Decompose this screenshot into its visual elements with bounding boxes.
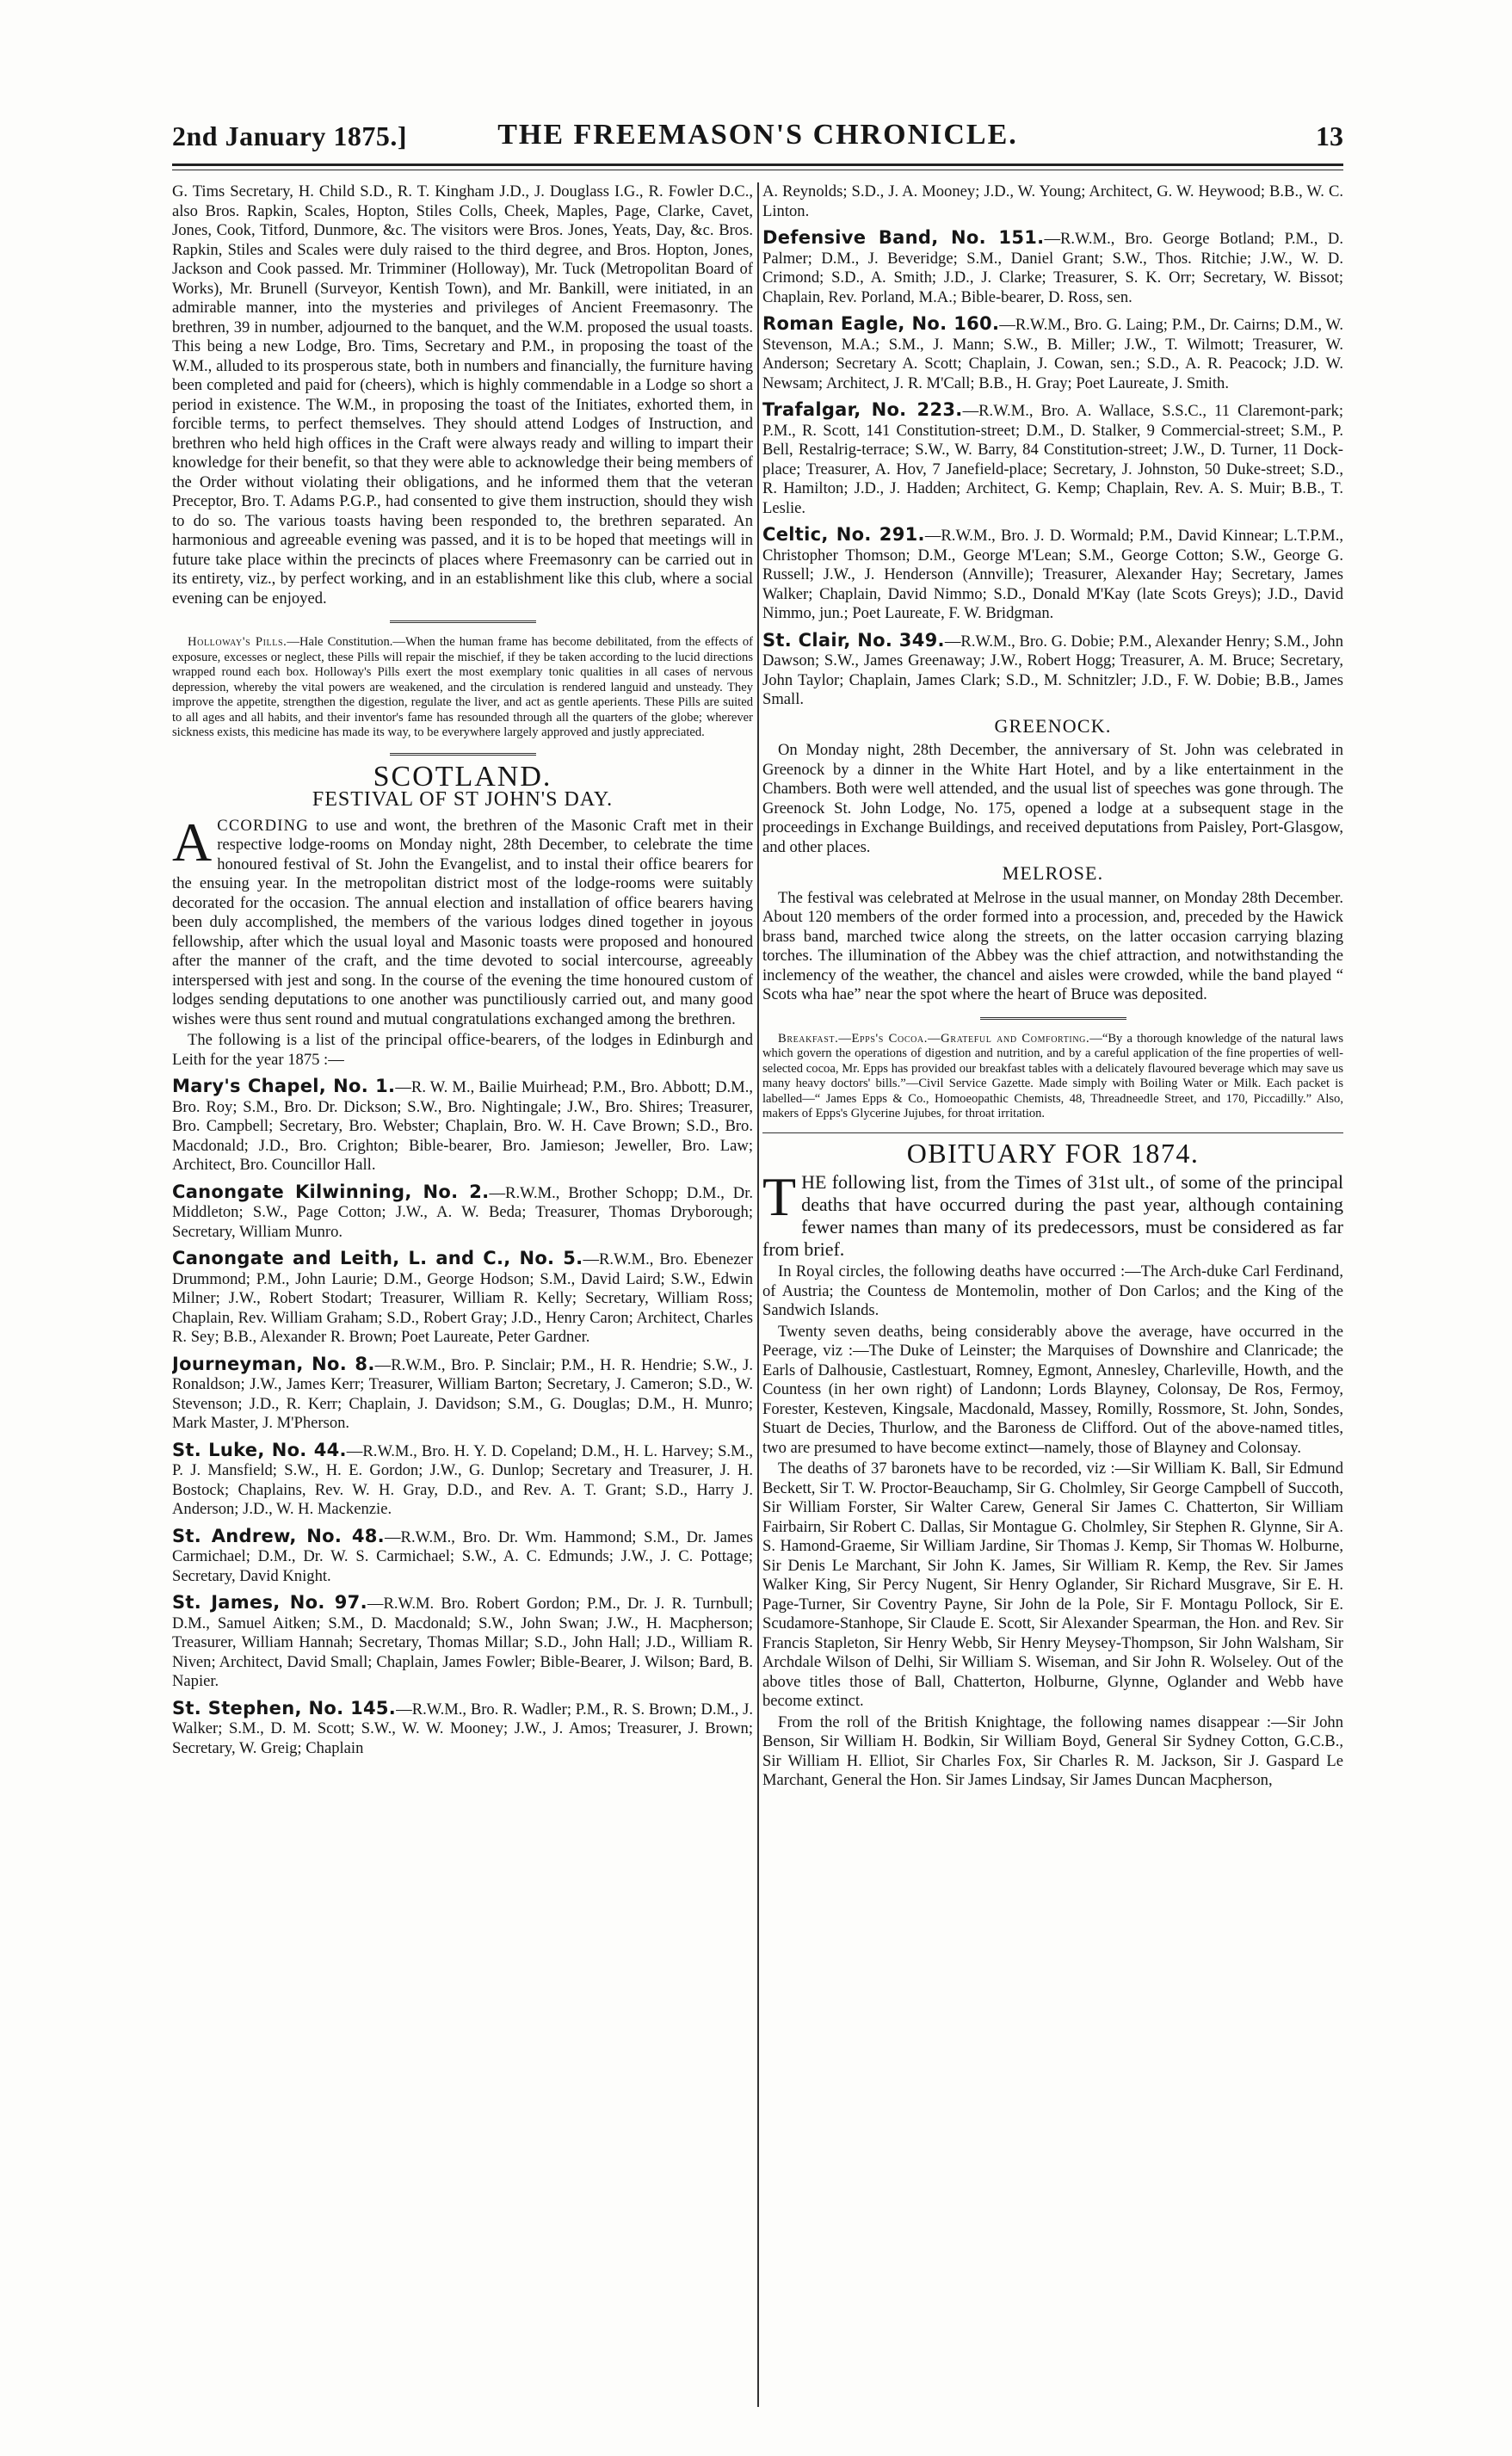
lodge-officers: —R.W.M., Bro. Ebenezer Drummond; P.M., John Laurie; D.M., George Hodson; S.M., David Laird; S.W., Edwin Milner; J.W., Robert Stodart; Treasurer, William R. Kelly; Secretary, William Ross; Chaplain, Rev. William Graham; S.D., Robert Gray; J.D., Henry Caron; Architect, Charles R. Sey; B.B., Alexander R. Brown; Poet Laureate, Peter Gardner.	[172, 1250, 753, 1346]
lodge-entry	[172, 1355, 753, 1434]
short-rule	[980, 1017, 1126, 1020]
obituary-paragraph: The deaths of 37 baronets have to be recorded, viz :—Sir William K. Ball, Sir Edmund Beckett, Sir T. W. Proctor-Beauchamp, Sir G. Cholmley, Sir George Campbell of Succoth, Sir William Forster, Sir Walter Carew, General Sir James C. Chatterton, Sir William Fairbairn, Sir Robert C. Dallas, Sir Montague G. Cholmley, Sir Stephen R. Glynne, Sir A. S. Hamond-Graeme, Sir William Jardine, Sir Thomas J. Kemp, Sir Thomas W. Holburne, Sir Denis Le Marchant, Sir John K. James, Sir William R. Kemp, the Rev. Sir James Walker King, Sir Percy Nugent, Sir Henry Oglander, Sir Richard Musgrave, Sir E. H. Page-Turner, Sir Coventry Payne, Sir John de la Pole, Sir F. Montagu Pollock, Sir E. Scudamore-Stanhope, Sir Claude E. Scott, Sir Alexander Spearman, the Hon. and Rev. Sir Francis Stapleton, Sir Henry Webb, Sir Henry Meysey-Thompson, Sir John Walsham, Sir Archdale Wilson of Delhi, Sir William S. Wiseman, and Sir John R. Wolseley. Out of the above titles those of Ball, Chatterton, Holburne, Glynne, Oglander and Webb have become extinct.	[762, 1459, 1343, 1710]
holloway-advert-text: —Hale Constitution.—When the human frame has become debilitated, from the effects of exposure, excesses or neglect, these Pills will repair the mischief, if they be taken according to the lucid directions wrapped round each box. Holloway's Pills exert the most exemplary tonic qualities in all cases of nervous depression, whereby the vital powers are weakened, and the circulation is rendered languid and unsteady. They improve the appetite, strengthen the digestion, regulate the liver, and act as gentle aperients. These Pills are suited to all ages and all habits, and their inventor's fame has resounded through all the quarters of the globe; wherever sickness exists, this medicine has made its way, to be everywhere largely approved and justly appreciated.	[172, 635, 753, 739]
drop-cap: A	[172, 811, 213, 873]
lodge-officers: —R.W.M., Bro. George Botland; P.M., D. Palmer; D.M., J. Beveridge; S.M., Daniel Grant; S.W., Thos. Ritchie; J.W., W. D. Crimond; S.D., A. Smith; J.D., J. Clarke; Treasurer, S. K. Orr; Secretary, W. Bissot; Chaplain, Rev. Porland, M.A.; Bible-bearer, D. Ross, sen.	[762, 230, 1343, 306]
lodge-entry	[172, 1182, 753, 1243]
lodge-name: St. James, No. 97.	[172, 1592, 367, 1613]
greenock-report: On Monday night, 28th December, the anniversary of St. John was celebrated in Greenock by a dinner in the White Hart Hotel, and by a like entertainment in the Chambers. Both were well attended, and the usual list of speeches was gone through. The Greenock St. John Lodge, No. 175, opened a lodge at a subsequent stage in the proceedings in Exchange Buildings, and received deputations from Paisley, Port-Glasgow, and other places.	[762, 741, 1343, 856]
lodge-name: Journeyman, No. 8.	[172, 1353, 375, 1374]
festival-text: to use and wont, the brethren of the Masonic Craft met in their respective lodge-rooms on Monday night, 28th December, to celebrate the time honoured festival of St. John the Evangelist, and to instal their office bearers for the ensuing year. In the metropolitan district most of the lodge-rooms were suitably decorated for the occasion. The annual election and installation of office bearers having been duly accomplished, the members of the various lodges dined together in joyous fellowship, after which the usual loyal and Masonic toasts were proposed and honoured after the manner of the craft, and the time devoted to social intercourse, agreeably interspersed with jest and song. In the course of the evening the time honoured custom of lodges sending deputations to one another was punctiliously carried out, and many good wishes were thus sent round and mutual congratulations exchanged among the brethren.	[172, 816, 753, 1028]
column-rule	[757, 182, 759, 2407]
lodge-entry	[762, 400, 1343, 518]
section-title-melrose: MELROSE.	[1002, 862, 1104, 884]
festival-first-word: CCORDING	[217, 816, 309, 835]
short-rule	[390, 753, 536, 756]
obituary-lead-text: HE following list, from the Times of 31st ult., of some of the principal deaths that have occurred during the past year, although containing fewer names than many of its predecessors, must be considered as far from brief.	[762, 1171, 1343, 1260]
lodge-name: Canongate Kilwinning, No. 2.	[172, 1181, 490, 1202]
lodge-officers: —R.W.M., Bro. J. D. Wormald; P.M., David Kinnear; L.T.P.M., Christopher Thomson; D.M., George M'Lean; S.M., George Cotton; S.W., George G. Russell; J.W., J. Henderson (Annville); Treasurer, Alexander Hay; Secretary, James Walker; Chaplain, David Nimmo; S.D., Donald M'Kay (late Scots Greys); J.D., David Nimmo, jun.; Poet Laureate, F. W. Bridgman.	[762, 527, 1343, 622]
epps-cocoa-advert	[762, 1032, 1343, 1122]
lodge-officers: —R. W. M., Bailie Muirhead; P.M., Bro. Abbott; D.M., Bro. Roy; S.M., Bro. Dr. Dickson; S.W., Bro. Nightingale; J.W., Bro. Shires; Treasurer, Bro. Campbell; Secretary, Bro. Webster; Chaplain, Bro. W. H. Cave Brown; S.D., Bro. Macdonald; J.D., Bro. Crighton; Bible-bearer, Bro. Jamieson; Jeweller, Bro. Law; Architect, Bro. Councillor Hall.	[172, 1078, 753, 1174]
issue-date: 2nd January 1875.]	[172, 120, 408, 151]
lodge-entry	[762, 228, 1343, 307]
lodge-name: Mary's Chapel, No. 1.	[172, 1076, 396, 1096]
section-title-greenock: GREENOCK.	[994, 714, 1112, 737]
lodge-list-intro: The following is a list of the principal office-bearers, of the lodges in Edinburgh and Leith for the year 1875 :—	[172, 1031, 753, 1069]
lodge-officers: —R.W.M., Bro. H. Y. D. Copeland; D.M., H. L. Harvey; S.M., P. J. Mansfield; S.W., H. E. Gordon; J.W., G. Dunlop; Secretary and Treasurer, J. H. Bostock; Chaplains, Rev. W. H. Gray, D.D., and Rev. A. T. Grant; S.D., Harry J. Anderson; J.D., W. H. Mackenzie.	[172, 1441, 753, 1518]
lodge-entry	[762, 314, 1343, 393]
lodge-name: St. Clair, No. 349.	[762, 629, 945, 651]
right-column	[762, 182, 1343, 2407]
lodge-entry	[172, 1527, 753, 1587]
section-rule	[762, 1132, 1343, 1133]
lodge-name: Canongate and Leith, L. and C., No. 5.	[172, 1248, 583, 1268]
lodge-name: Defensive Band, No. 151.	[762, 227, 1045, 248]
masthead-title: THE FREEMASON'S CHRONICLE.	[497, 119, 1018, 151]
lodge-name: St. Andrew, No. 48.	[172, 1525, 385, 1546]
running-head	[172, 117, 1343, 158]
festival-heading: FESTIVAL OF ST JOHN'S DAY.	[312, 788, 614, 811]
lodge-name: Celtic, No. 291.	[762, 524, 925, 545]
lodge-officers: —R.W.M. Bro. Robert Gordon; P.M., Dr. J. R. Turnbull; D.M., Samuel Aitken; S.M., D. Macdonald; S.W., John Swan; J.W., H. Macpherson; Treasurer, William Hannah; Secretary, Thomas Millar; S.D., John Hall; J.D., William R. Niven; Architect, David Small; Chaplain, James Fowler; Bible-Bearer, J. Wilson; Bard, B. Napier.	[172, 1595, 753, 1690]
lodge-name: St. Luke, No. 44.	[172, 1439, 347, 1460]
lodge-officers: —R.W.M., Bro. Dr. Wm. Hammond; S.M., Dr. James Carmichael; D.M., Dr. W. S. Carmichael; S.W., A. C. Edmunds; J.W., J. C. Pottage; Secretary, David Knight.	[172, 1527, 753, 1585]
short-rule	[390, 620, 536, 623]
lodge-list-continuation: A. Reynolds; S.D., J. A. Mooney; J.D., W. Young; Architect, G. W. Heywood; B.B., W. C. Linton.	[762, 182, 1343, 220]
lodge-entry	[172, 1593, 753, 1692]
holloway-pills-advert	[172, 635, 753, 741]
epps-advert-label: Breakfast.—Epps's Cocoa.—Grateful and Comforting.	[778, 1031, 1090, 1046]
lodge-entry	[172, 1249, 753, 1348]
holloway-advert-label: Holloway's Pills.	[188, 635, 287, 649]
lodge-entry	[172, 1077, 753, 1176]
obituary-paragraph: Twenty seven deaths, being considerably above the average, have occurred in the Peerage, viz :—The Duke of Leinster; the Marquises of Downshire and Clanricade; the Earls of Dalhousie, Castlestuart, Romney, Egmont, Annesley, Charleville, Howth, and the Countess (in her own right) of Landonn; Lords Blayney, Colonsay, De Ros, Fermoy, Forester, Kesteven, Kingsale, Macdonald, Massey, Romilly, Rossmore, St. John, Sondes, Stuart de Decies, Thurlow, and the Baroness de Clifford. Out of the above-named titles, two are presumed to have become extinct—namely, those of Blayney and Colonsay.	[762, 1322, 1343, 1457]
lodge-entry	[762, 525, 1343, 624]
lodge-name: Roman Eagle, No. 160.	[762, 313, 1000, 334]
obituary-lead	[762, 1166, 1343, 1261]
page-number: 13	[1316, 120, 1343, 151]
lodge-entry	[762, 631, 1343, 710]
lodge-officers: —R.W.M., Bro. R. Wadler; P.M., R. S. Brown; D.M., J. Walker; S.M., D. M. Scott; S.W., W. W. Mooney; J.W., J. Amos; Treasurer, J. Brown; Secretary, W. Greig; Chaplain	[172, 1700, 753, 1757]
obituary-paragraph: In Royal circles, the following deaths have occurred :—The Arch-duke Carl Ferdinand, of Austria; the Countess de Montemolin, mother of Don Carlos; and the King of the Sandwich Islands.	[762, 1262, 1343, 1319]
lodge-officers: —R.W.M., Brother Schopp; D.M., Dr. Middleton; S.W., Page Cotton; J.W., A. W. Beda; Treasurer, Thomas Dryborough; Secretary, William Munro.	[172, 1183, 753, 1241]
lodge-officers: —R.W.M., Bro. A. Wallace, S.S.C., 11 Claremont-park; P.M., R. Scott, 141 Constitution-street; D.M., D. Stalker, 9 Commercial-street; S.M., P. Bell, Restalrig-terrace; S.W., W. Barry, 84 Constitution-street; J.W., D. Turner, 11 Dock-place; Treasurer, A. Hov, 7 Janefield-place; Secretary, J. Johnston, 50 Duke-street; S.D., R. Hamilton; J.D., J. Hadden; Architect, G. Kemp; Chaplain, Rev. A. S. Muir; B.B., T. Leslie.	[762, 402, 1343, 517]
left-column	[172, 182, 753, 2407]
section-title-obituary: OBITUARY FOR 1874.	[906, 1137, 1200, 1169]
drop-cap: T	[762, 1166, 797, 1227]
lodge-name: St. Stephen, No. 145.	[172, 1697, 397, 1719]
lodge-name: Trafalgar, No. 223.	[762, 399, 963, 420]
lodge-officers: —R.W.M., Bro. P. Sinclair; P.M., H. R. Hendrie; S.W., J. Ronaldson; J.W., James Kerr; Treasurer, William Barton; Secretary, J. Cameron; S.D., W. Stevenson; J.D., R. Kerr; Chaplain, J. Davidson; S.M., G. Douglas; D.M., H. Munro; Mark Master, J. M'Pherson.	[172, 1355, 753, 1432]
lodge-report-continuation: G. Tims Secretary, H. Child S.D., R. T. Kingham J.D., J. Douglass I.G., R. Fowler D.C., also Bros. Rapkin, Scales, Hopton, Stiles Colls, Cheek, Maples, Page, Clarke, Cavet, Jones, Cook, Titford, Dunmore, &c. The visitors were Bros. Jones, Yeats, Day, &c. Bros. Rapkin, Stiles and Scales were duly raised to the third degree, and Bros. Hopton, Jones, Jackson and Cook passed. Mr. Trimminer (Holloway), Mr. Tuck (Metropolitan Board of Works), Mr. Brunell (Surveyor, Kentish Town), and Mr. Bankill, were initiated, in an admirable manner, into the mysteries and privileges of Ancient Freemasonry. The brethren, 39 in number, adjourned to the banquet, and the W.M. proposed the usual toasts. This being a new Lodge, Bro. Tims, Secretary and P.M., in proposing the toast of the W.M., alluded to its prosperous state, both in numbers and financially, the furniture having been completed and paid for (cheers), which is highly commendable in a Lodge so short a period in existence. The W.M., in proposing the toast of the Initiates, exhorted them, in forcible terms, to perfect themselves. They should attend Lodges of Instruction, and brethren who held high offices in the Craft were always ready and willing to impart their knowledge for their benefit, so that they were able to acknowledge their being members of the Order without violating their obligations, and he informed them that the veteran Preceptor, Bro. T. Adams P.G.P., had consented to give them instruction, should they wish to do so. The various toasts having been responded to, the brethren separated. An harmonious and agreeable evening was passed, and it is to be hoped that meetings will in future take place within the precincts of places where Freemasonry can be carried out in its entirety, viz., by perfect working, and in an establishment like this club, where a social evening can be enjoyed.	[172, 182, 753, 608]
section-title-scotland: SCOTLAND.	[373, 760, 552, 793]
obituary-paragraph: From the roll of the British Knightage, the following names disappear :—Sir John Benson, Sir William H. Bodkin, Sir William Boyd, General Sir Sydney Cotton, G.C.B., Sir William H. Elliot, Sir Charles Fox, Sir Charles R. M. Jackson, Sir J. Gaspard Le Marchant, General the Hon. Sir James Lindsay, Sir James Duncan Macpherson,	[762, 1712, 1343, 1789]
melrose-report: The festival was celebrated at Melrose in the usual manner, on Monday 28th December. About 120 members of the order formed into a procession, and, preceded by the Hawick brass band, marched twice along the streets, on the latter occasion carrying blazing torches. The illumination of the Abbey was the chief attraction, and notwithstanding the inclemency of the weather, the chancel and aisles were crowded, while the band played “ Scots wha hae” near the spot where the heart of Bruce was deposited.	[762, 888, 1343, 1003]
epps-advert-text: —“By a thorough knowledge of the natural laws which govern the operations of digestion and nutrition, and by a careful application of the fine properties of well-selected cocoa, Mr. Epps has provided our breakfast tables with a delicately flavoured beverage which may save us many heavy doctors' bills.”—Civil Service Gazette. Made simply with Boiling Water or Milk. Each packet is labelled—“ James Epps & Co., Homoeopathic Chemists, 48, Threadneedle Street, and 170, Piccadilly.” Also, makers of Epps's Glycerine Jujubes, for throat irritation.	[762, 1031, 1343, 1120]
lodge-officers: —R.W.M., Bro. G. Dobie; P.M., Alexander Henry; S.M., John Dawson; S.W., James Greenaway; J.W., Robert Hogg; Treasurer, A. M. Bruce; Secretary, John Taylor; Chaplain, James Clark; S.D., M. Schnitzler; J.D., F. W. Dobie; B.B., James Small.	[762, 632, 1343, 708]
header-double-rule	[172, 164, 1343, 170]
lodge-entry	[172, 1441, 753, 1520]
lodge-officers: —R.W.M., Bro. G. Laing; P.M., Dr. Cairns; D.M., W. Stevenson, M.A.; S.M., J. Mann; S.W., B. Miller; J.W., T. Wilmott; Treasurer, W. Anderson; Secretary A. Scott; Chaplain, J. Cowan, sen.; S.D., A. R. Peacock; J.D. W. Newsam; Architect, J. R. M'Call; B.B., H. Gray; Poet Laureate, J. Smith.	[762, 316, 1343, 392]
festival-paragraph	[172, 811, 753, 1030]
lodge-entry	[172, 1699, 753, 1759]
